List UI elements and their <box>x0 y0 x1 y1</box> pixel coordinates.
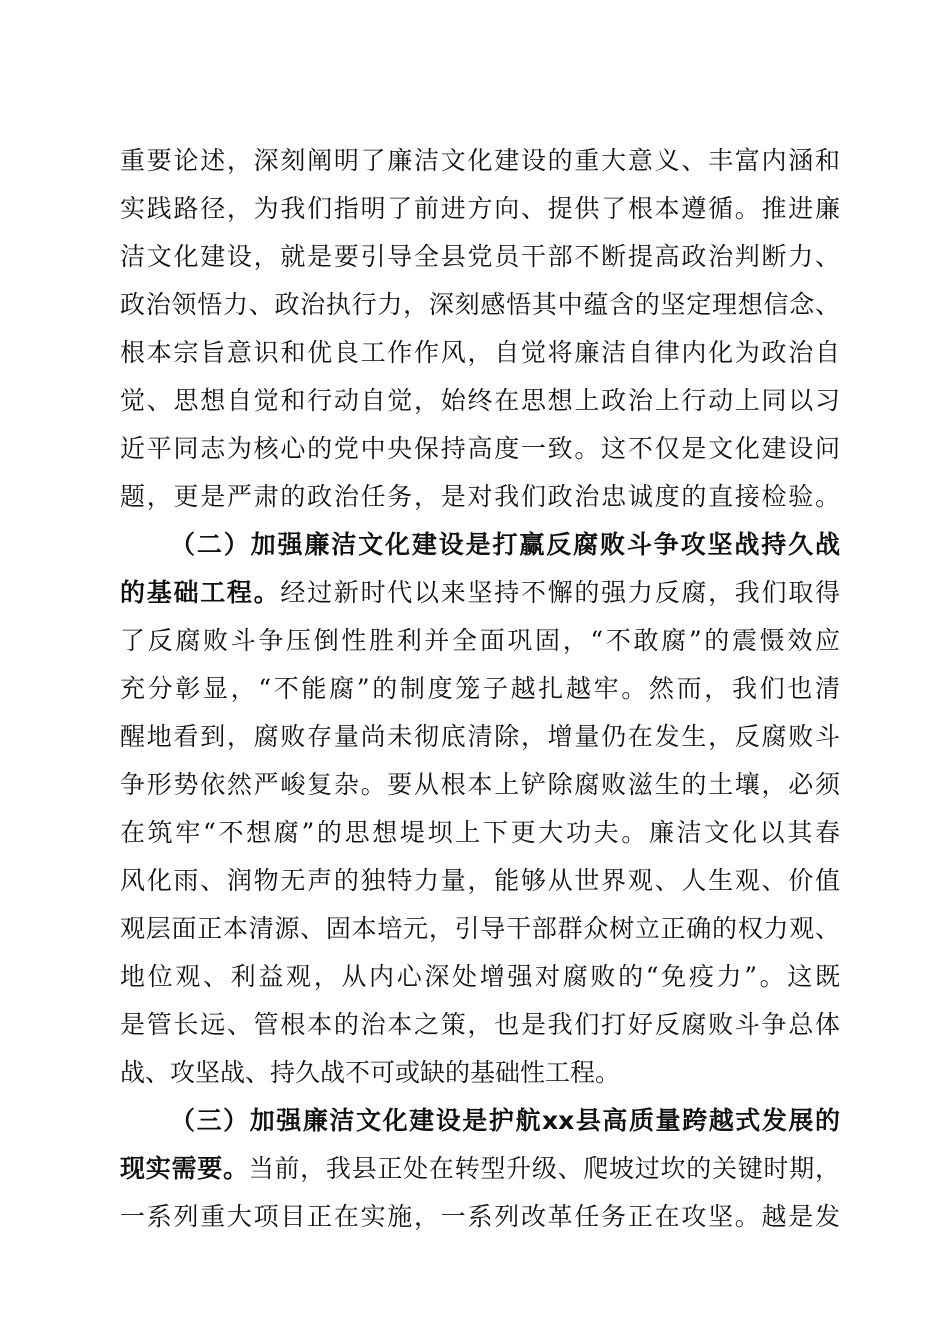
paragraph-2-line-2 <box>120 573 840 613</box>
paragraph-3-line-2 <box>120 1149 840 1189</box>
paragraph-2-line-12: 战、攻坚战、持久战不可或缺的基础性工程。 <box>120 1058 621 1087</box>
paragraph-1-line-8: 题，更是严肃的政治任务，是对我们政治忠诚度的直接检验。 <box>120 482 840 511</box>
paragraph-2-line-5: 醒地看到，腐败存量尚未彻底清除，增量仍在发生，反腐败斗 <box>120 722 840 751</box>
paragraph-1-line-4: 政治领悟力、政治执行力，深刻感悟其中蕴含的坚定理想信念、 <box>120 290 840 319</box>
paragraph-3-line-3: 一系列重大项目正在实施，一系列改革任务正在攻坚。越是发 <box>120 1202 840 1231</box>
paragraph-2-line-4: 充分彰显，“不能腐”的制度笼子越扎越牢。然而，我们也清 <box>120 674 840 703</box>
paragraph-3-heading-end: 现实需要。 <box>120 1154 249 1183</box>
paragraph-2-heading-end: 的基础工程。 <box>120 578 281 607</box>
paragraph-3-line-2-text: 当前，我县正处在转型升级、爬坡过坎的关键时期， <box>248 1154 840 1183</box>
paragraph-3-heading-line-1: （三）加强廉洁文化建设是护航xx县高质量跨越式发展的 <box>170 1106 840 1135</box>
paragraph-2-line-3: 了反腐败斗争压倒性胜利并全面巩固，“不敢腐”的震慑效应 <box>120 626 840 655</box>
paragraph-2-line-6: 争形势依然严峻复杂。要从根本上铲除腐败滋生的土壤，必须 <box>120 770 840 799</box>
paragraph-2-line-2-text: 经过新时代以来坚持不懈的强力反腐，我们取得 <box>280 578 840 607</box>
paragraph-1-line-1: 重要论述，深刻阐明了廉洁文化建设的重大意义、丰富内涵和 <box>120 146 840 175</box>
paragraph-1-line-6: 觉、思想自觉和行动自觉，始终在思想上政治上行动上同以习 <box>120 386 840 415</box>
paragraph-1-line-3: 洁文化建设，就是要引导全县党员干部不断提高政治判断力、 <box>120 242 840 271</box>
paragraph-1-line-2: 实践路径，为我们指明了前进方向、提供了根本遵循。推进廉 <box>120 194 840 223</box>
paragraph-2-line-10: 地位观、利益观，从内心深处增强对腐败的“免疫力”。这既 <box>120 962 840 991</box>
paragraph-1-line-7: 近平同志为核心的党中央保持高度一致。这不仅是文化建设问 <box>120 434 840 463</box>
paragraph-1-line-5: 根本宗旨意识和优良工作作风，自觉将廉洁自律内化为政治自 <box>120 338 840 367</box>
paragraph-2-line-11: 是管长远、管根本的治本之策，也是我们打好反腐败斗争总体 <box>120 1010 840 1039</box>
paragraph-2-line-8: 风化雨、润物无声的独特力量，能够从世界观、人生观、价值 <box>120 866 840 895</box>
paragraph-2-heading-line-1: （二）加强廉洁文化建设是打赢反腐败斗争攻坚战持久战 <box>170 530 840 559</box>
paragraph-2-line-7: 在筑牢“不想腐”的思想堤坝上下更大功夫。廉洁文化以其春 <box>120 818 840 847</box>
paragraph-2-line-9: 观层面正本清源、固本培元，引导干部群众树立正确的权力观、 <box>120 914 840 943</box>
